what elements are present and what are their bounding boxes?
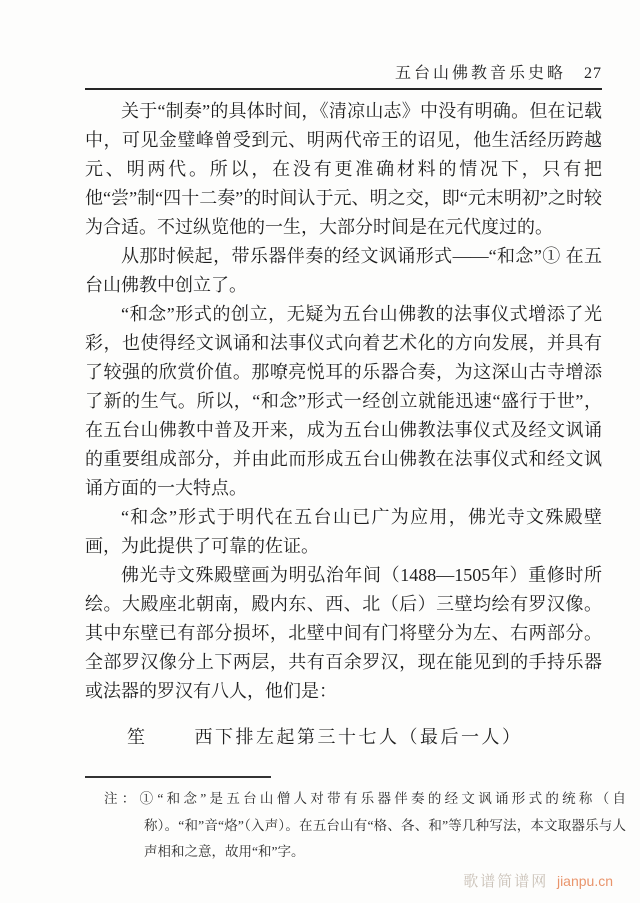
header-rule <box>85 88 602 90</box>
watermark-site-name: 歌谱简谱网 <box>463 874 549 890</box>
running-title: 五台山佛教音乐史略 <box>394 65 566 82</box>
paragraph-4: “和念”形式于明代在五台山已广为应用，佛光寺文殊殿壁画，为此提供了可靠的佐证。 <box>85 507 602 556</box>
watermark-domain: jianpu.cn <box>556 873 613 889</box>
footnote-text: “和念”是五台山僧人对带有乐器伴奏的经文讽诵形式的统称（自称）。“和”音“烙”（入声）。在五台山有“格、各、和”等几种写法，本文取器乐与人声相和之意，故用“和”字。 <box>144 791 627 859</box>
footnote <box>104 786 626 866</box>
footnote-label: 注： <box>104 791 140 806</box>
body-text <box>85 97 602 752</box>
footnote-divider <box>85 776 271 778</box>
page-header <box>85 60 602 83</box>
instrument-list-line <box>85 723 602 752</box>
paragraph-2: 从那时候起，带乐器伴奏的经文讽诵形式——“和念”① 在五台山佛教中创立了。 <box>85 246 602 295</box>
paragraph-3: “和念”形式的创立，无疑为五台山佛教的法事仪式增添了光彩，也使得经文讽诵和法事仪式向着艺术化的方向发展，并具有了较强的欣赏价值。那嘹亮悦耳的乐器合奏，为这深山古寺增添了新的生气。所以，“和念”形式一经创立就能迅速“盛行于世”，在五台山佛教中普及开来，成为五台山佛教法事仪式及经文讽诵的重要组成部分，并由此而形成五台山佛教在法事仪式和经文讽诵方面的一大特点。 <box>85 304 602 498</box>
instrument-position: 西下排左起第三十七人（最后一人） <box>194 727 523 747</box>
footnote-mark: ① <box>139 791 158 806</box>
page-number: 27 <box>584 65 602 82</box>
instrument-name: 笙 <box>127 727 146 747</box>
watermark <box>463 870 613 891</box>
paragraph-5: 佛光寺文殊殿壁画为明弘治年间（1488—1505年）重修时所绘。大殿座北朝南，殿内东、西、北（后）三壁均绘有罗汉像。其中东壁已有部分损坏，北壁中间有门将壁分为左、右两部分。全部罗汉像分上下两层，共有百余罗汉，现在能见到的手持乐器或法器的罗汉有八人，他们是： <box>85 565 602 701</box>
paragraph-1: 关于“制奏”的具体时间，《清凉山志》中没有明确。但在记载中，可见金璧峰曾受到元、明两代帝王的诏见，他生活经历跨越元、明两代。所以，在没有更准确材料的情况下，只有把他“尝”制“四十二奏”的时间认于元、明之交，即“元末明初”之时较为合适。不过纵览他的一生，大部分时间是在元代度过的。 <box>85 101 602 237</box>
